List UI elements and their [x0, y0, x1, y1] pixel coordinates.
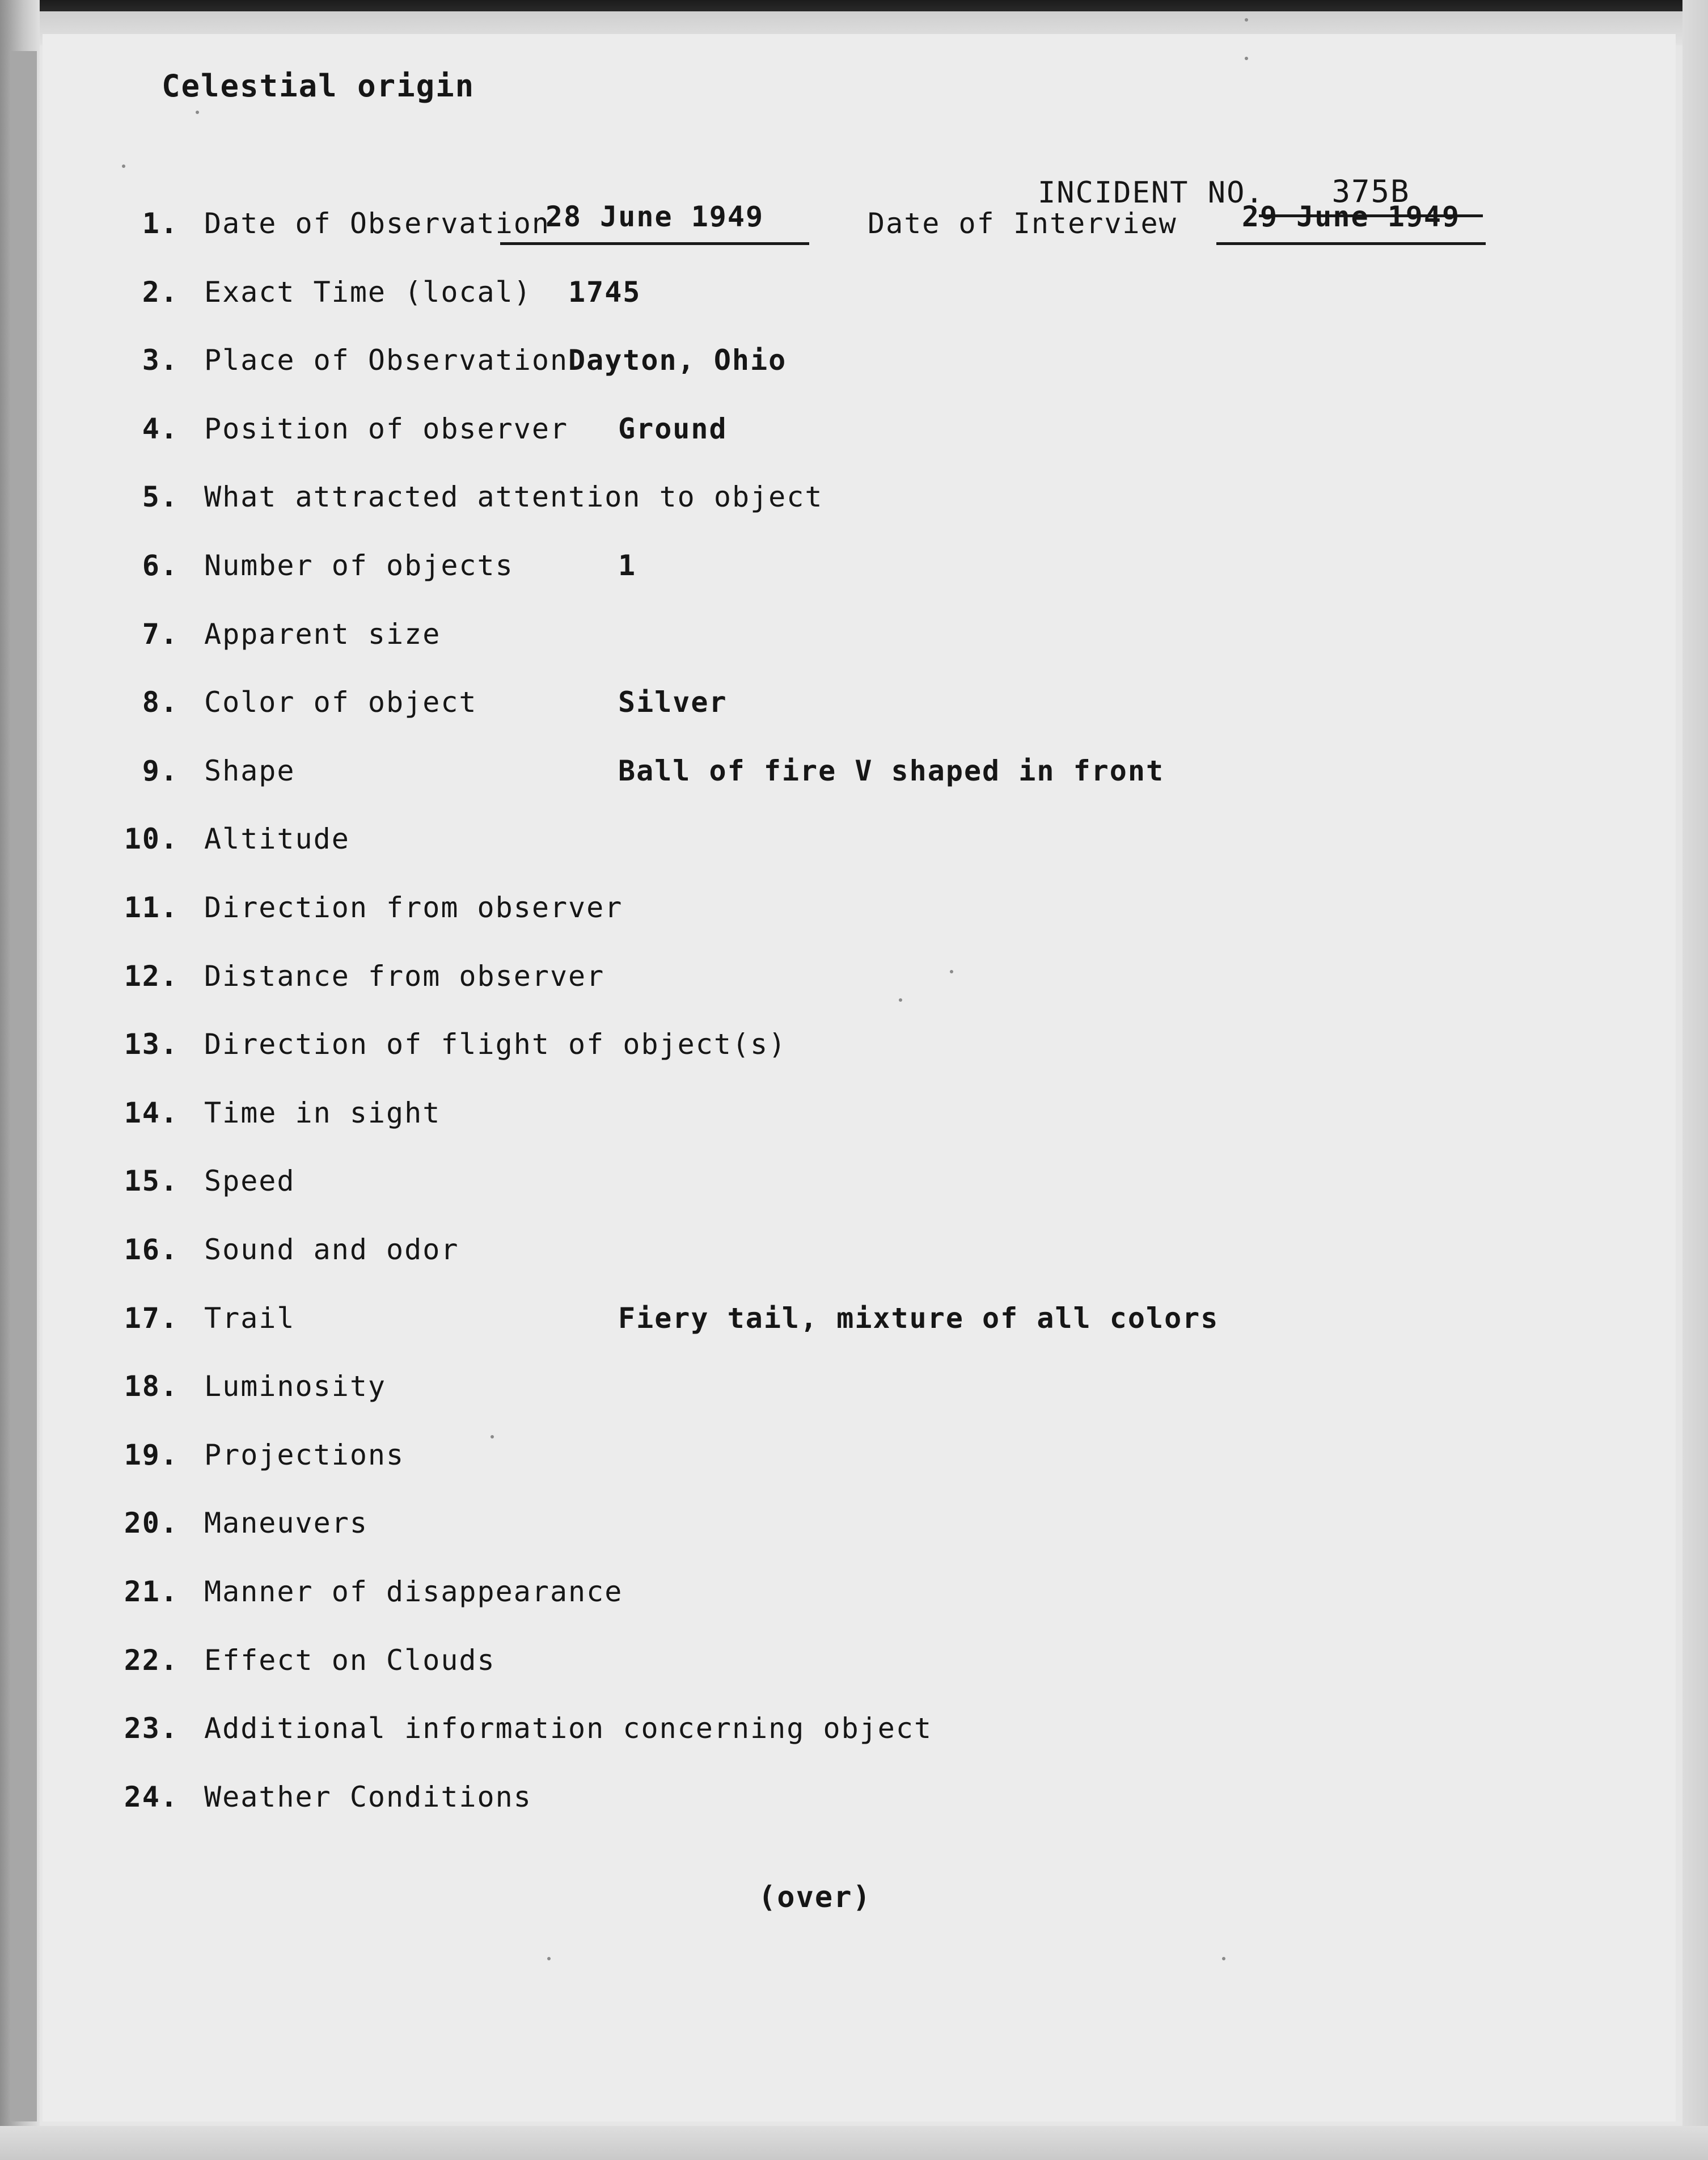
item-label: Weather Conditions — [204, 1780, 532, 1813]
dust-speck — [122, 164, 125, 168]
form-item — [43, 1781, 1676, 1832]
item-label: Exact Time (local) — [204, 275, 532, 309]
form-item — [43, 276, 1676, 327]
item-number: 7. — [142, 617, 179, 651]
form-item — [43, 549, 1676, 600]
form-item — [43, 1233, 1676, 1284]
form-item — [43, 891, 1676, 942]
item-number: 23. — [124, 1712, 179, 1745]
dust-speck — [1245, 18, 1248, 22]
form-item — [43, 1096, 1676, 1148]
item-number: 6. — [142, 549, 179, 582]
form-item — [43, 822, 1676, 874]
item-label: Projections — [204, 1438, 405, 1471]
item-label: Speed — [204, 1165, 295, 1198]
item-label: Position of observer — [204, 412, 569, 445]
item-number: 17. — [124, 1301, 179, 1335]
item-label: Luminosity — [204, 1370, 387, 1403]
form-item — [43, 1644, 1676, 1695]
item-label: Effect on Clouds — [204, 1643, 496, 1677]
form-item — [43, 200, 1676, 258]
item-number: 2. — [142, 275, 179, 309]
incident-label: INCIDENT NO. — [1038, 176, 1265, 210]
item-label: Direction from observer — [204, 891, 623, 924]
item-label: Time in sight — [204, 1096, 441, 1129]
item-value: Silver — [618, 686, 728, 719]
form-item — [43, 1575, 1676, 1626]
item-label: Trail — [204, 1301, 295, 1335]
scan-right-edge — [1682, 0, 1708, 2160]
item-value: 1745 — [568, 275, 641, 309]
form-item — [43, 1712, 1676, 1763]
scan-left-strip — [11, 51, 37, 2121]
item-number: 14. — [124, 1096, 179, 1129]
form-item — [43, 480, 1676, 531]
item-number: 16. — [124, 1233, 179, 1266]
item-number: 10. — [124, 822, 179, 856]
form-item — [43, 1438, 1676, 1490]
item-value: 1 — [618, 549, 637, 582]
item-label: Distance from observer — [204, 959, 605, 993]
item-number: 13. — [124, 1028, 179, 1061]
item-number: 8. — [142, 686, 179, 719]
form-item — [43, 618, 1676, 669]
footer-over: (over) — [758, 1880, 872, 1914]
item-label: Direction of flight of object(s) — [204, 1028, 787, 1061]
item-number: 19. — [124, 1438, 179, 1471]
item-label: Maneuvers — [204, 1507, 368, 1540]
form-item — [43, 754, 1676, 805]
item-label: Sound and odor — [204, 1233, 459, 1266]
item-number: 1. — [142, 207, 179, 240]
dust-speck — [547, 1957, 551, 1960]
item-number: 21. — [124, 1575, 179, 1608]
item-value: Dayton, Ohio — [568, 344, 787, 377]
form-page — [43, 34, 1676, 2121]
item-number: 24. — [124, 1780, 179, 1813]
item-number: 22. — [124, 1643, 179, 1677]
item-number: 15. — [124, 1165, 179, 1198]
item-label: Color of object — [204, 686, 477, 719]
item-number: 12. — [124, 959, 179, 993]
item-value: Ball of fire V shaped in front — [618, 754, 1165, 787]
form-item — [43, 1165, 1676, 1216]
item-label: Shape — [204, 754, 295, 787]
item-number: 9. — [142, 754, 179, 787]
item-value: Fiery tail, mixture of all colors — [618, 1301, 1219, 1335]
item-label: Additional information concerning object — [204, 1712, 933, 1745]
dust-speck — [1245, 57, 1248, 60]
form-item — [43, 1028, 1676, 1079]
item-number: 4. — [142, 412, 179, 445]
form-item — [43, 1507, 1676, 1558]
incident-number: 375B — [1259, 169, 1483, 217]
form-item — [43, 686, 1676, 737]
item-label: Number of objects — [204, 549, 514, 582]
form-item — [43, 1302, 1676, 1353]
scan-bottom-edge — [0, 2126, 1708, 2160]
item-label: Apparent size — [204, 617, 441, 651]
dust-speck — [1222, 1957, 1225, 1960]
form-item — [43, 1370, 1676, 1421]
dust-speck — [196, 111, 199, 114]
item-number: 11. — [124, 891, 179, 924]
item-label: Altitude — [204, 822, 350, 856]
item-label: Date of Observation — [204, 207, 550, 240]
interview-date-value: 29 June 1949 — [1216, 197, 1486, 245]
item-label: Manner of disappearance — [204, 1575, 623, 1608]
item-label: Place of Observation — [204, 344, 569, 377]
header-note: Celestial origin — [162, 68, 475, 104]
form-item — [43, 960, 1676, 1011]
form-item — [43, 412, 1676, 463]
item-label: What attracted attention to object — [204, 480, 823, 514]
item-number: 20. — [124, 1507, 179, 1540]
form-item — [43, 344, 1676, 395]
observation-date-value: 28 June 1949 — [500, 197, 809, 245]
item-number: 5. — [142, 480, 179, 514]
item-number: 3. — [142, 344, 179, 377]
interview-date-label: Date of Interview — [868, 207, 1177, 240]
item-value: Ground — [618, 412, 728, 445]
item-number: 18. — [124, 1370, 179, 1403]
